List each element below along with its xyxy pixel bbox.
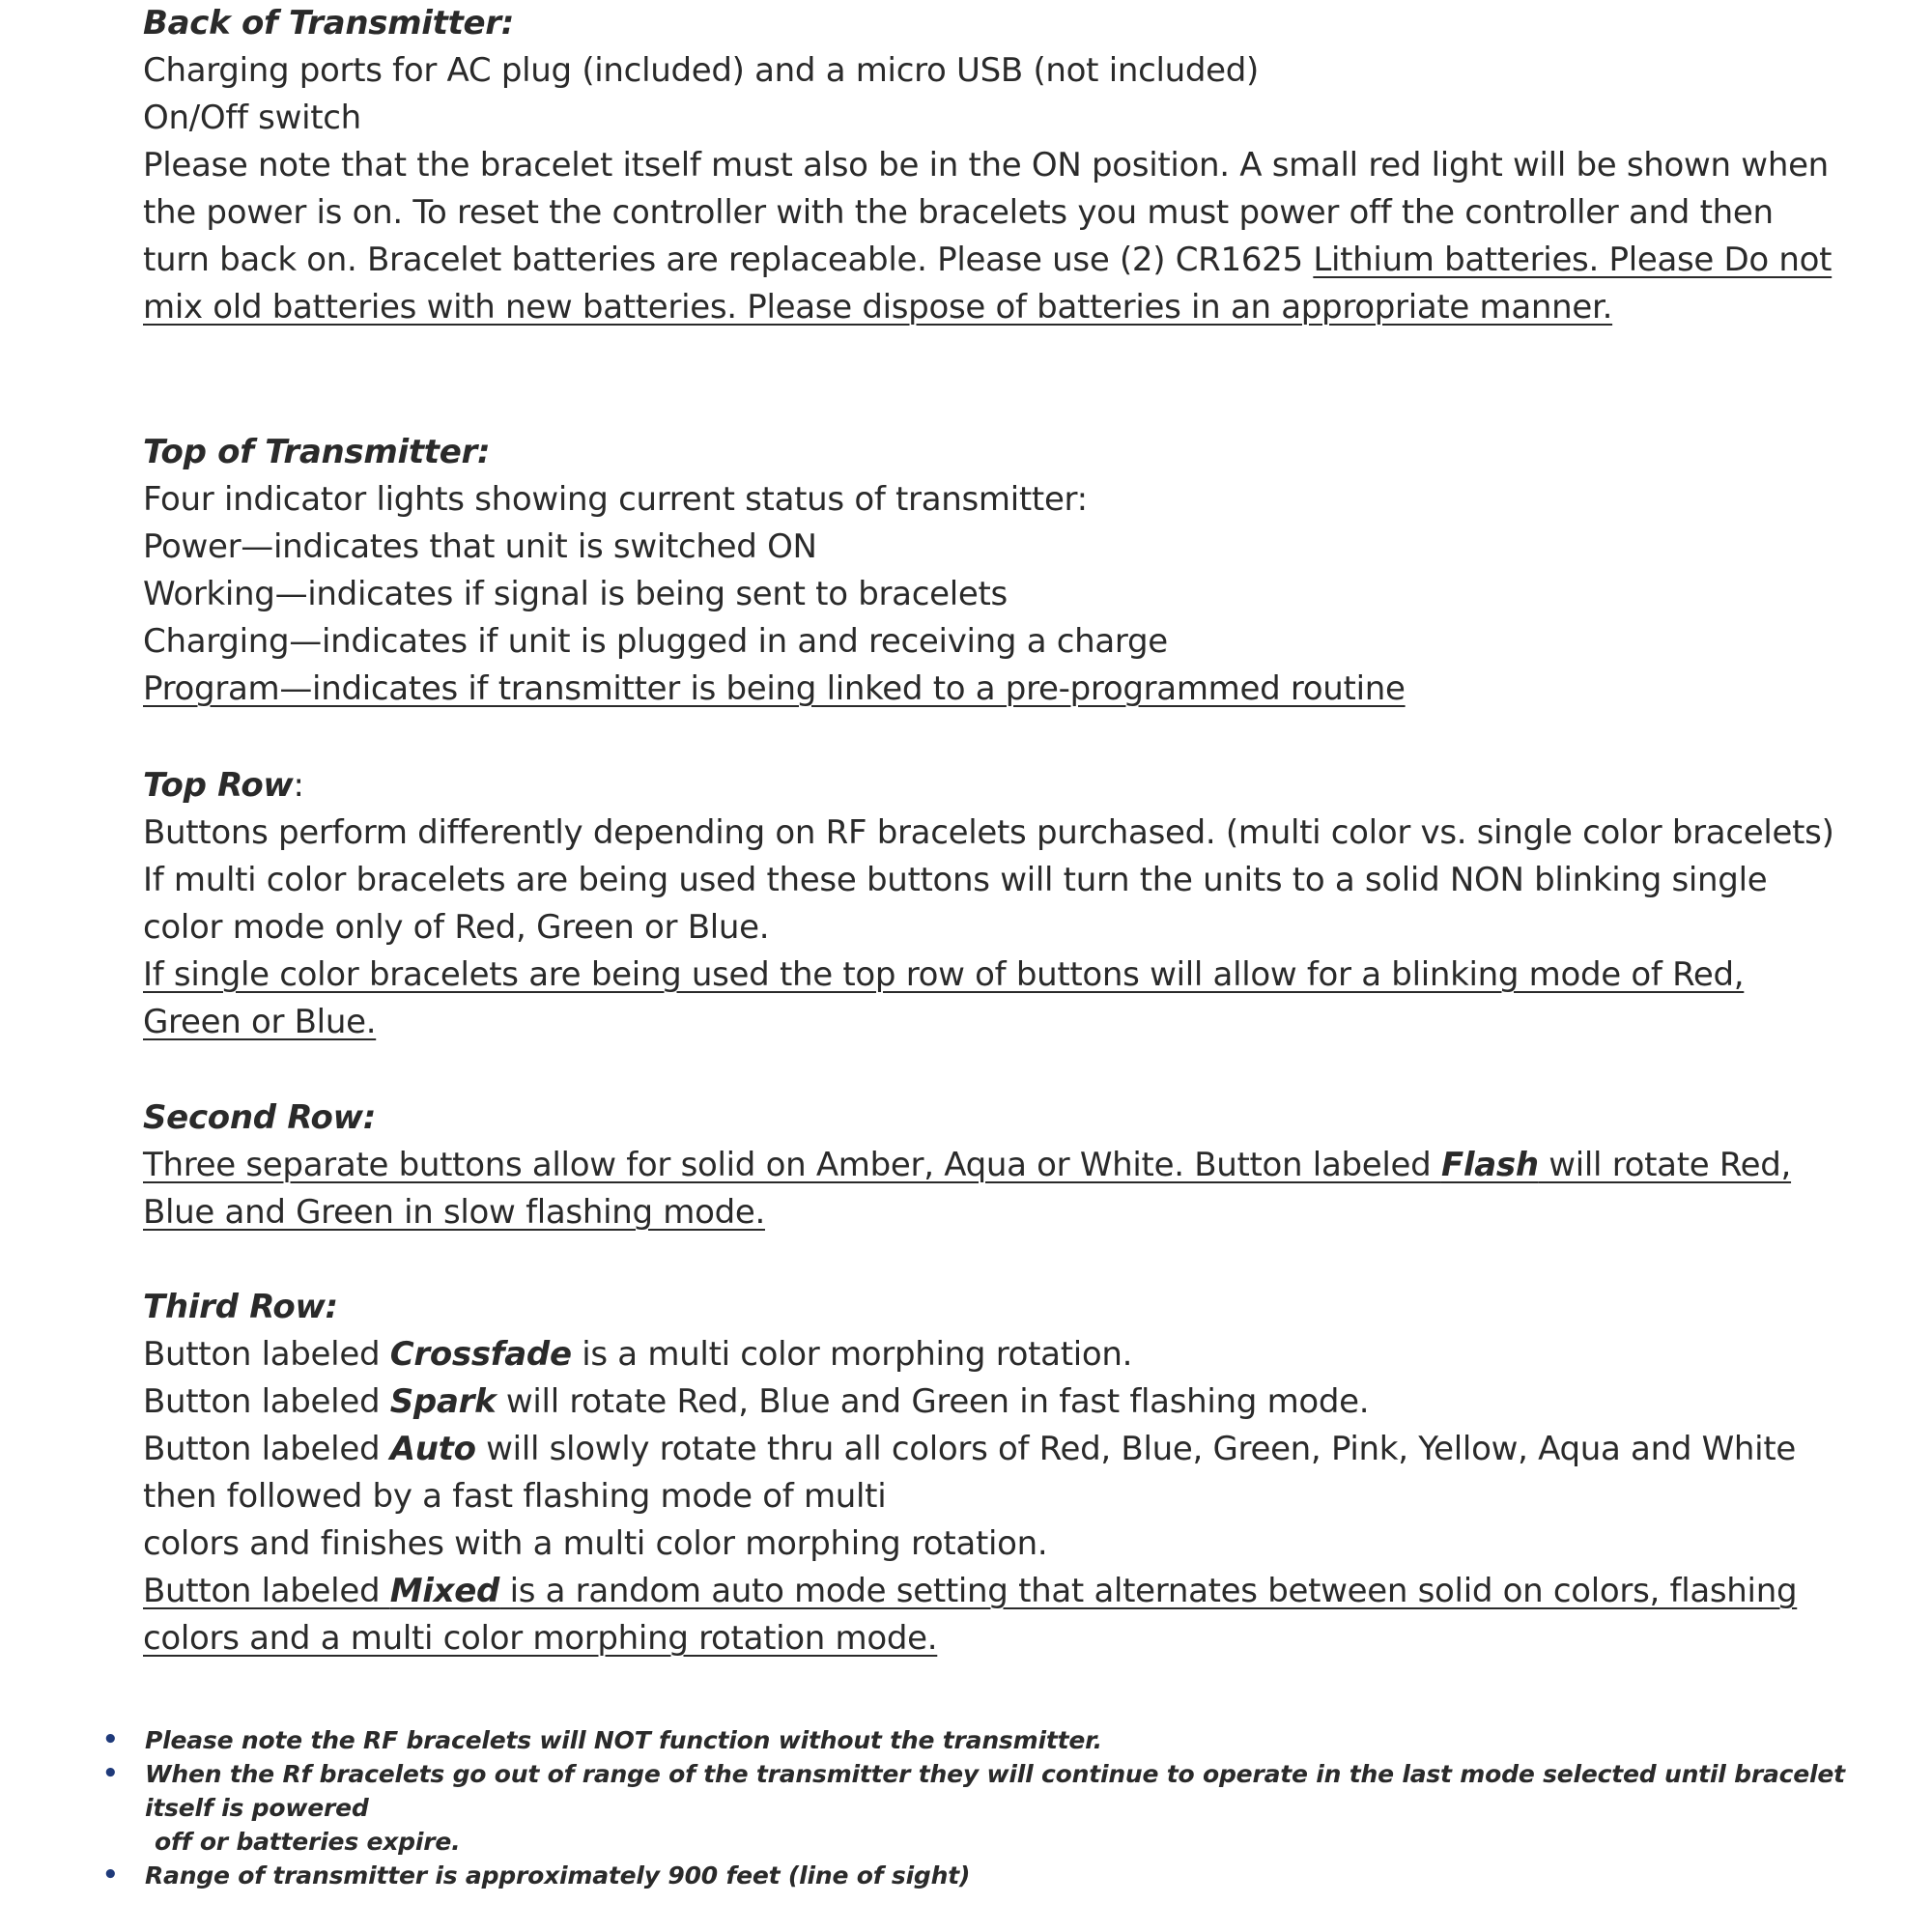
second-row-section (143, 1094, 1814, 1236)
note-text: When the Rf bracelets go out of range of the transmitter they will continue to operate in the last mode selected until bracelet itself is powered (145, 1760, 1845, 1822)
paragraph-line: the power is on. To reset the controller with the bracelets you must power off the controller and then (143, 193, 1774, 232)
paragraph-line: Please note that the bracelet itself must also be in the ON position. A small red light will be shown when (143, 146, 1829, 185)
paragraph-line: Working—indicates if signal is being sent to bracelets (143, 575, 1008, 613)
section-heading: Second Row: (143, 1098, 376, 1137)
paragraph-line: Power—indicates that unit is switched ON (143, 527, 817, 566)
button-label-crossfade: Crossfade (389, 1335, 572, 1374)
paragraph-line (143, 1426, 1814, 1473)
paragraph-line: If multi color bracelets are being used these buttons will turn the units to a solid NON blinking single (143, 861, 1768, 899)
heading-colon: : (293, 766, 304, 805)
paragraph-line: color mode only of Red, Green or Blue. (143, 908, 770, 947)
paragraph-line: Charging—indicates if unit is plugged in and receiving a charge (143, 622, 1168, 661)
bullet-icon: • (102, 1725, 119, 1754)
note-text: Range of transmitter is approximately 900 feet (line of sight) (145, 1861, 971, 1889)
paragraph-line (143, 999, 1814, 1046)
top-row-section (143, 762, 1834, 1046)
underlined-text: Green or Blue. (143, 1003, 377, 1041)
note-text-continued: off or batteries expire. (155, 1828, 461, 1856)
underlined-text: colors and a multi color morphing rotation mode. (143, 1619, 938, 1658)
paragraph-line: Four indicator lights showing current status of transmitter: (143, 480, 1088, 519)
paragraph-line (143, 1615, 1814, 1662)
text-span: turn back on. Bracelet batteries are replaceable. Please use (2) CR1625 (143, 241, 1314, 279)
paragraph-line: On/Off switch (143, 99, 361, 137)
section-heading: Back of Transmitter: (143, 4, 515, 43)
list-item (97, 1859, 1893, 1892)
paragraph-line (143, 1189, 1814, 1236)
underlined-text: will rotate Red, (1538, 1146, 1792, 1184)
text-span: will rotate Red, Blue and Green in fast flashing mode. (496, 1382, 1370, 1421)
underlined-text: is a random auto mode setting that alternates between solid on colors, flashing (499, 1572, 1798, 1610)
paragraph-line: then followed by a fast flashing mode of multi (143, 1477, 887, 1516)
text-span: is a multi color morphing rotation. (571, 1335, 1133, 1374)
underlined-text: Lithium batteries. Please Do not (1313, 241, 1833, 279)
paragraph-line: Charging ports for AC plug (included) and a micro USB (not included) (143, 51, 1260, 90)
button-label-flash: Flash (1440, 1146, 1539, 1184)
top-of-transmitter-section (143, 429, 1814, 713)
underlined-text: Blue and Green in slow flashing mode. (143, 1193, 765, 1232)
paragraph-line (143, 1142, 1814, 1189)
text-span: Button labeled (143, 1430, 390, 1468)
paragraph-line (143, 666, 1814, 713)
paragraph-line: colors and finishes with a multi color morphing rotation. (143, 1524, 1048, 1563)
underlined-text: If single color bracelets are being used the top row of buttons will allow for a blinking mode of Red, (143, 955, 1745, 994)
third-row-section (143, 1284, 1814, 1662)
paragraph-line (143, 1378, 1814, 1426)
underlined-text: Three separate buttons allow for solid on Amber, Aqua or White. Button labeled (143, 1146, 1441, 1184)
paragraph-line: Buttons perform differently depending on RF bracelets purchased. (multi color vs. single color bracelets) (143, 813, 1834, 852)
text-span: Button labeled (143, 1382, 390, 1421)
back-of-transmitter-section (143, 0, 1833, 331)
note-text: Please note the RF bracelets will NOT function without the transmitter. (145, 1726, 1102, 1754)
bullet-icon: • (102, 1861, 119, 1889)
section-heading: Third Row: (143, 1288, 338, 1326)
paragraph-line (143, 952, 1814, 999)
notes-list (97, 1723, 1893, 1892)
text-span: will slowly rotate thru all colors of Red, Blue, Green, Pink, Yellow, Aqua and White (475, 1430, 1796, 1468)
section-heading (143, 762, 1814, 810)
text-span: Button labeled (143, 1335, 390, 1374)
underlined-text: Program—indicates if transmitter is being linked to a pre-programmed routine (143, 669, 1406, 708)
list-item (97, 1757, 1893, 1859)
underlined-text: mix old batteries with new batteries. Please dispose of batteries in an appropriate manner. (143, 288, 1613, 327)
section-heading: Top of Transmitter: (143, 433, 491, 471)
bullet-icon: • (102, 1759, 119, 1788)
list-item (97, 1723, 1893, 1757)
heading-text: Top Row (143, 766, 294, 805)
paragraph-line (143, 284, 1814, 331)
button-label-mixed: Mixed (389, 1572, 500, 1610)
paragraph-line (143, 237, 1833, 284)
button-label-auto: Auto (389, 1430, 476, 1468)
button-label-spark: Spark (389, 1382, 497, 1421)
paragraph-line (143, 1568, 1814, 1615)
paragraph-line (143, 1331, 1814, 1378)
underlined-text: Button labeled (143, 1572, 390, 1610)
